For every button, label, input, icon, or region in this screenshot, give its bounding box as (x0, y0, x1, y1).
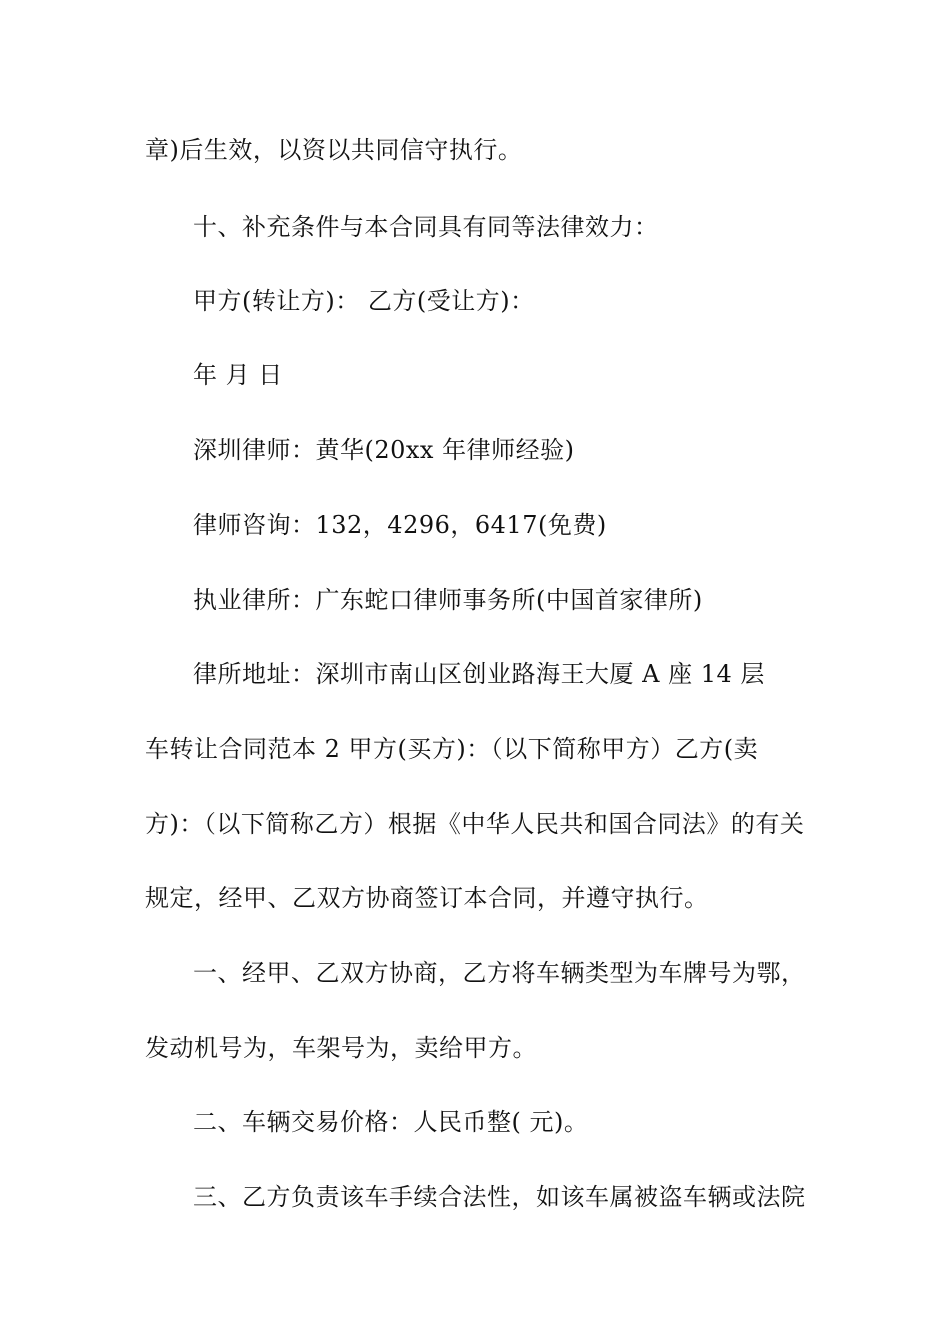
text-line: 方)：（以下简称乙方）根据《中华人民共和国合同法》的有关 (145, 810, 805, 838)
text-line: 车转让合同范本 2 甲方(买方)：（以下简称甲方）乙方(卖 (145, 735, 759, 763)
text-line: 二、车辆交易价格：人民币整( 元)。 (193, 1108, 589, 1136)
text-line: 执业律所：广东蛇口律师事务所(中国首家律所) (193, 586, 703, 614)
text-line: 十、补充条件与本合同具有同等法律效力： (193, 213, 659, 241)
text-line: 律所地址：深圳市南山区创业路海王大厦 A 座 14 层 (193, 660, 765, 688)
text-line: 律师咨询：132，4296，6417(免费) (193, 511, 607, 539)
text-line: 发动机号为，车架号为，卖给甲方。 (145, 1034, 537, 1062)
text-line: 章)后生效，以资以共同信守执行。 (145, 136, 523, 164)
text-line: 三、乙方负责该车手续合法性，如该车属被盗车辆或法院 (193, 1183, 806, 1211)
text-line: 甲方(转让方)： 乙方(受让方)： (193, 287, 535, 315)
text-line: 一、经甲、乙双方协商，乙方将车辆类型为车牌号为鄂， (193, 959, 806, 987)
text-line: 规定，经甲、乙双方协商签订本合同，并遵守执行。 (145, 884, 709, 912)
text-line: 年 月 日 (193, 361, 283, 389)
text-line: 深圳律师：黄华(20xx 年律师经验) (193, 436, 575, 464)
